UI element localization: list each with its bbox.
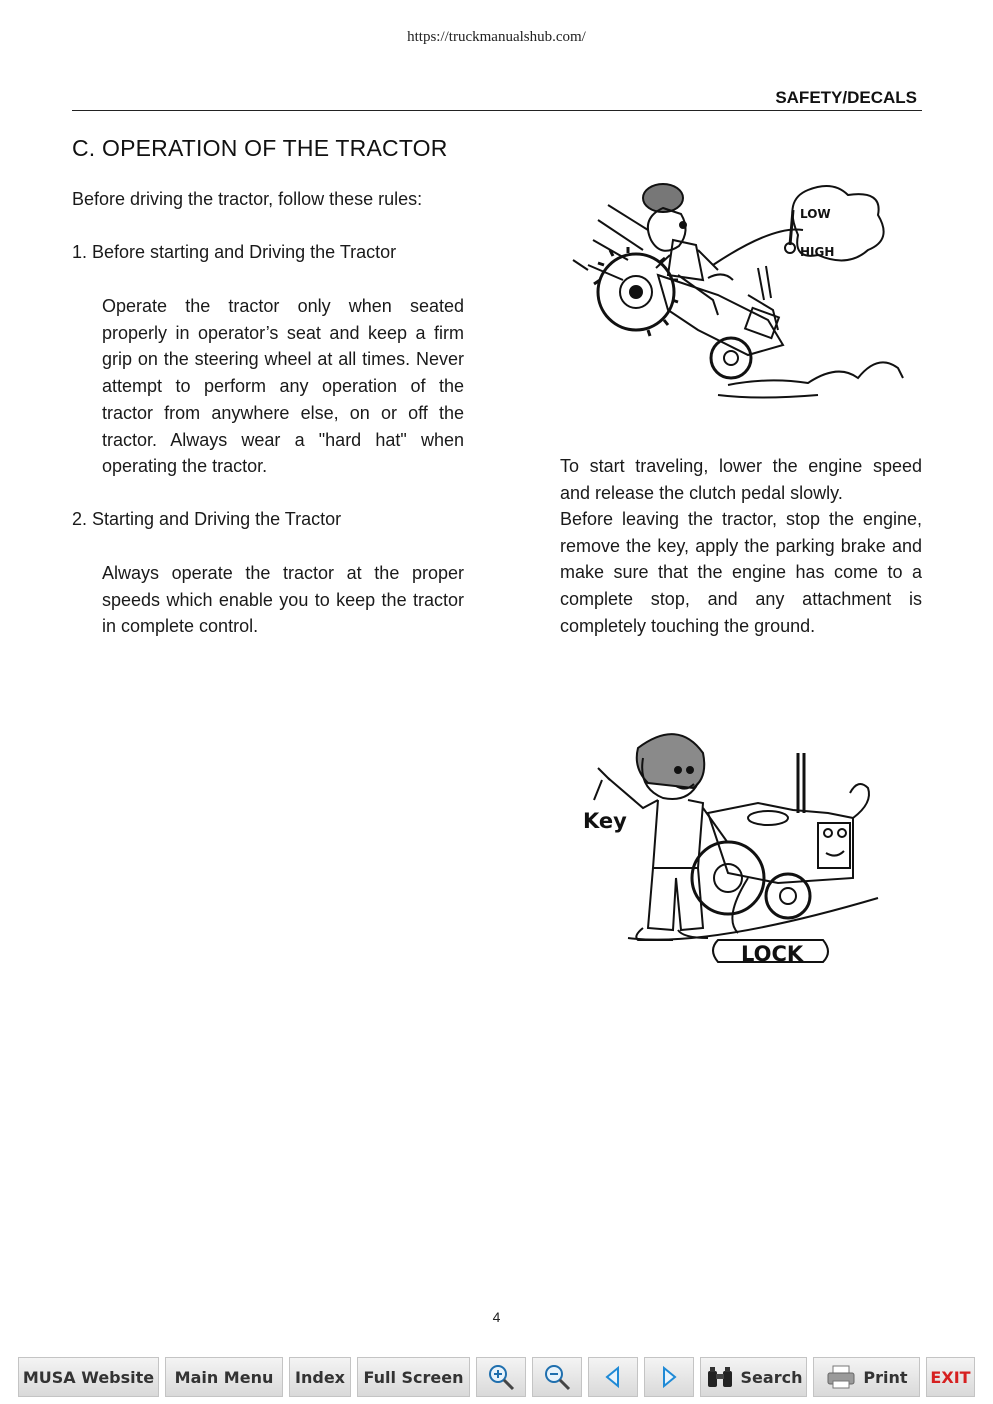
zoom-out-button[interactable] [532, 1357, 582, 1397]
zoom-in-icon [486, 1362, 516, 1392]
section-label: SAFETY/DECALS [775, 88, 917, 107]
zoom-out-icon [542, 1362, 572, 1392]
lever-low-label: LOW [800, 207, 831, 221]
next-page-button[interactable] [644, 1357, 694, 1397]
full-screen-button[interactable]: Full Screen [357, 1357, 470, 1397]
key-label: Key [583, 809, 627, 833]
tractor-key-illustration [578, 718, 898, 983]
previous-page-button[interactable] [588, 1357, 638, 1397]
lever-high-label: HIGH [800, 245, 835, 259]
source-url: https://truckmanualshub.com/ [407, 29, 586, 45]
intro-text: Before driving the tractor, follow these rules: [72, 189, 423, 209]
arrow-left-icon [601, 1365, 625, 1389]
index-button[interactable]: Index [289, 1357, 351, 1397]
zoom-in-button[interactable] [476, 1357, 526, 1397]
item1-title: 1. Before starting and Driving the Tractor [72, 242, 397, 262]
right-text-1: To start traveling, lower the engine speed and release the clutch pedal slowly. [560, 456, 922, 503]
tractor-driving-illustration [568, 180, 913, 415]
exit-button[interactable]: EXIT [926, 1357, 975, 1397]
page-number: 4 [492, 1309, 501, 1325]
binoculars-icon [705, 1365, 735, 1389]
printer-icon [825, 1364, 857, 1390]
header-rule [72, 110, 922, 111]
navigation-toolbar [18, 1357, 975, 1397]
main-menu-button[interactable]: Main Menu [165, 1357, 283, 1397]
print-button[interactable] [813, 1357, 920, 1397]
arrow-right-icon [657, 1365, 681, 1389]
page-title: C. OPERATION OF THE TRACTOR [72, 135, 448, 161]
lock-label: LOCK [741, 942, 804, 966]
search-label: Search [740, 1367, 803, 1387]
item2-text: Always operate the tractor at the proper speeds which enable you to keep the tractor in complete control. [102, 563, 464, 637]
right-text-2: Before leaving the tractor, stop the engine, remove the key, apply the parking brake and make sure that the engine has come to a complete stop, and any attachment is completely touching the ground. [560, 509, 922, 636]
item1-text: Operate the tractor only when seated properly in operator’s seat and keep a firm grip on the steering wheel at all times. Never attempt to perform any operation of the tractor from anywhere else, on or off the tractor. Always wear a "hard hat" when operating the tractor. [102, 296, 464, 477]
search-button[interactable] [700, 1357, 807, 1397]
musa-website-button[interactable]: MUSA Website [18, 1357, 159, 1397]
item2-title: 2. Starting and Driving the Tractor [72, 509, 342, 529]
print-label: Print [863, 1367, 908, 1387]
